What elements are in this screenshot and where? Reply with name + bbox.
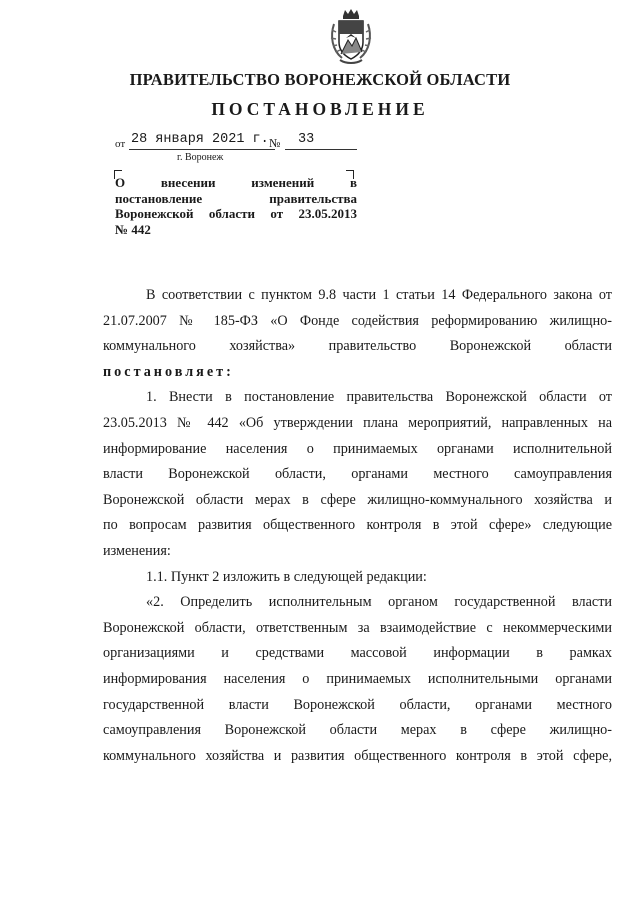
subject-line: № 442 [115,221,151,237]
body-line: информирования населения о принимаемых исполнительными органами [103,670,612,687]
body-line: по вопросам развития общественного контроля в этой сфере» следующие [103,517,612,534]
body-line: В соответствии с пунктом 9.8 части 1 статьи 14 Федерального закона от [146,287,612,303]
date-number-line [115,132,375,154]
body-line: изменения: [103,542,171,559]
body-line: коммунального хозяйства и развития общественного контроля в этой сфере, [103,747,612,764]
document-body [103,283,612,769]
number-sign-label: № [269,136,281,150]
body-line: самоуправления Воронежской области мерах в сфере жилищно- [103,722,612,739]
body-line: Воронежской области, ответственным за взаимодействие с некоммерческими [103,619,612,636]
document-date: 28 января 2021 г. [131,132,269,147]
body-line: власти Воронежской области, органами местного самоуправления [103,466,612,483]
body-line: 21.07.2007 № 185-ФЗ «О Фонде содействия реформированию жилищно- [103,312,612,329]
number-underline [285,149,357,150]
subject-line: постановление правительства [115,190,357,206]
subject-line: О внесении изменений в [115,175,357,190]
body-line: 1.1. Пункт 2 изложить в следующей редакции: [146,568,427,585]
document-type-title: ПОСТАНОВЛЕНИЕ [211,99,429,119]
date-underline [129,149,275,150]
body-line: организациями и средствами массовой информации в рамках [103,645,612,662]
body-line: Воронежской области мерах в сфере жилищно-коммунального хозяйства и [103,491,612,508]
city-label: г. Воронеж [177,152,224,163]
coat-of-arms-emblem [328,8,374,64]
date-prefix-label: от [115,138,126,150]
subject-line: Воронежской области от 23.05.2013 [115,206,357,221]
resolves-word: постановляет: [103,363,234,380]
body-line: 23.05.2013 № 442 «Об утверждении плана мероприятий, направленных на [103,414,612,431]
subject-block [115,175,357,237]
body-line: государственной власти Воронежской области, органами местного [103,696,612,713]
document-number: 33 [298,132,315,147]
body-line: коммунального хозяйства» правительство Воронежской области [103,338,612,355]
body-line: 1. Внести в постановление правительства Воронежской области от [146,389,612,406]
body-line: информирование населения о принимаемых органами исполнительной [103,440,612,457]
body-line: «2. Определить исполнительным органом государственной власти [146,594,612,611]
organization-title: ПРАВИТЕЛЬСТВО ВОРОНЕЖСКОЙ ОБЛАСТИ [129,70,511,89]
